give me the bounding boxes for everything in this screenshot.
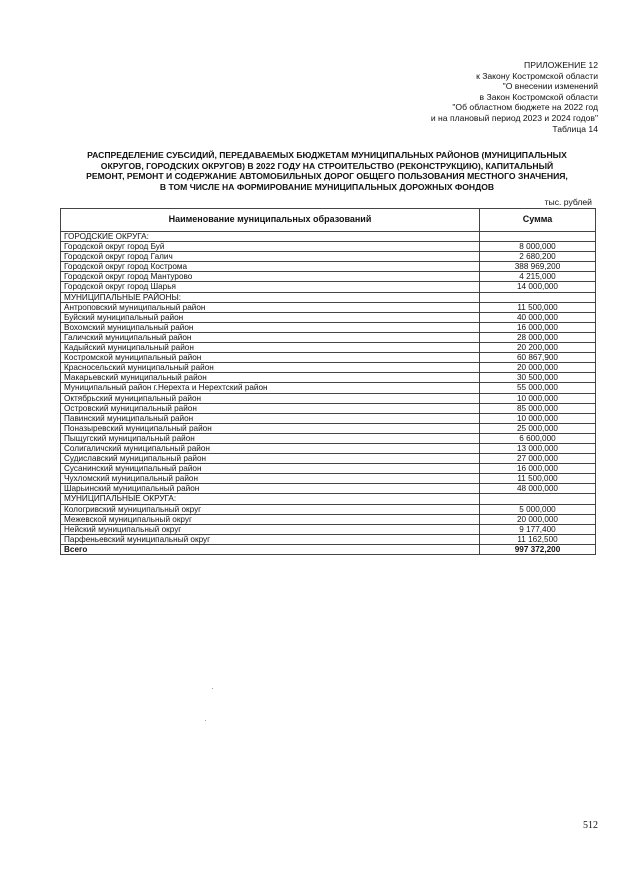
municipality-name: Чухломский муниципальный район	[61, 474, 480, 484]
table-row	[61, 454, 596, 464]
scan-speck	[212, 688, 213, 689]
table-row	[61, 343, 596, 353]
amount-cell	[480, 232, 596, 242]
amount-cell: 10 000,000	[480, 413, 596, 423]
amount-cell: 30 500,000	[480, 373, 596, 383]
amount-cell: 25 000,000	[480, 423, 596, 433]
table-row	[61, 252, 596, 262]
section-title: ГОРОДСКИЕ ОКРУГА:	[61, 232, 480, 242]
amount-cell: 20 000,000	[480, 363, 596, 373]
section-header-row	[61, 232, 596, 242]
amount-cell: 4 215,000	[480, 272, 596, 282]
section-title: МУНИЦИПАЛЬНЫЕ РАЙОНЫ:	[61, 292, 480, 302]
scan-speck	[205, 720, 206, 721]
municipality-name: Буйский муниципальный район	[61, 312, 480, 322]
amount-cell: 9 177,400	[480, 524, 596, 534]
table-row	[61, 322, 596, 332]
table-row	[61, 242, 596, 252]
appendix-line: к Закону Костромской области	[476, 70, 598, 81]
amount-cell: 8 000,000	[480, 242, 596, 252]
municipality-name: Городской округ город Шарья	[61, 282, 480, 292]
municipality-name: Макарьевский муниципальный район	[61, 373, 480, 383]
municipality-name: Антроповский муниципальный район	[61, 302, 480, 312]
municipality-name: Костромской муниципальный район	[61, 353, 480, 363]
appendix-line: и на плановый период 2023 и 2024 годов"	[430, 112, 598, 123]
table-row	[61, 262, 596, 272]
amount-cell: 20 200,000	[480, 343, 596, 353]
header-name: Наименование муниципальных образований	[61, 209, 480, 232]
section-header-row	[61, 292, 596, 302]
table-row	[61, 443, 596, 453]
table-row	[61, 393, 596, 403]
amount-cell	[480, 494, 596, 504]
table-row	[61, 433, 596, 443]
amount-cell: 27 000,000	[480, 454, 596, 464]
table-row	[61, 302, 596, 312]
table-header-row	[61, 209, 596, 232]
municipality-name: Городской округ город Галич	[61, 252, 480, 262]
title-line: РАСПРЕДЕЛЕНИЕ СУБСИДИЙ, ПЕРЕДАВАЕМЫХ БЮДЖЕТАМ МУНИЦИПАЛЬНЫХ РАЙОНОВ (МУНИЦИПАЛЬНЫХ	[87, 150, 567, 160]
total-amount: 997 372,200	[480, 544, 596, 554]
municipality-name: Поназыревский муниципальный район	[61, 423, 480, 433]
municipality-name: Кологривский муниципальный округ	[61, 504, 480, 514]
total-row	[61, 544, 596, 554]
appendix-line: "О внесении изменений	[502, 81, 598, 92]
appendix-line: ПРИЛОЖЕНИЕ 12	[524, 60, 598, 70]
municipality-name: Красносельский муниципальный район	[61, 363, 480, 373]
header-amount: Сумма	[480, 209, 596, 232]
amount-cell: 48 000,000	[480, 484, 596, 494]
amount-cell: 28 000,000	[480, 332, 596, 342]
table-row	[61, 534, 596, 544]
amount-cell: 2 680,200	[480, 252, 596, 262]
table-row	[61, 524, 596, 534]
municipality-name: Городской округ город Мантурово	[61, 272, 480, 282]
municipality-name: Павинский муниципальный район	[61, 413, 480, 423]
municipality-name: Городской округ город Кострома	[61, 262, 480, 272]
amount-cell: 11 162,500	[480, 534, 596, 544]
table-row	[61, 312, 596, 322]
amount-cell: 20 000,000	[480, 514, 596, 524]
amount-cell: 10 000,000	[480, 393, 596, 403]
amount-cell: 388 969,200	[480, 262, 596, 272]
municipality-name: Галичский муниципальный район	[61, 332, 480, 342]
subsidy-table	[60, 208, 596, 555]
municipality-name: Вохомский муниципальный район	[61, 322, 480, 332]
municipality-name: Межевской муниципальный округ	[61, 514, 480, 524]
municipality-name: Солигаличский муниципальный район	[61, 443, 480, 453]
municipality-name: Нейский муниципальный округ	[61, 524, 480, 534]
page-number: 512	[583, 820, 598, 831]
table-row	[61, 373, 596, 383]
municipality-name: Кадыйский муниципальный район	[61, 343, 480, 353]
table-row	[61, 282, 596, 292]
municipality-name: Судиславский муниципальный район	[61, 454, 480, 464]
table-row	[61, 403, 596, 413]
amount-cell: 5 000,000	[480, 504, 596, 514]
title-line: РЕМОНТ, РЕМОНТ И СОДЕРЖАНИЕ АВТОМОБИЛЬНЫХ ДОРОГ ОБЩЕГО ПОЛЬЗОВАНИЯ МЕСТНОГО ЗНАЧЕНИЯ,	[86, 171, 568, 182]
table-number: Таблица 14	[552, 123, 598, 134]
amount-cell	[480, 292, 596, 302]
municipality-name: Муниципальный район г.Нерехта и Нерехтский район	[61, 383, 480, 393]
amount-cell: 55 000,000	[480, 383, 596, 393]
municipality-name: Пыщугский муниципальный район	[61, 433, 480, 443]
table-row	[61, 514, 596, 524]
amount-cell: 40 000,000	[480, 312, 596, 322]
table-row	[61, 464, 596, 474]
table-row	[61, 353, 596, 363]
amount-cell: 85 000,000	[480, 403, 596, 413]
appendix-line: в Закон Костромской области	[479, 91, 598, 102]
appendix-line: "Об областном бюджете на 2022 год	[452, 102, 598, 113]
section-header-row	[61, 494, 596, 504]
unit-label: тыс. рублей	[544, 197, 592, 207]
municipality-name: Городской округ город Буй	[61, 242, 480, 252]
table-row	[61, 363, 596, 373]
municipality-name: Октябрьский муниципальный район	[61, 393, 480, 403]
title-line: ОКРУГОВ, ГОРОДСКИХ ОКРУГОВ) В 2022 ГОДУ НА СТРОИТЕЛЬСТВО (РЕКОНСТРУКЦИЮ), КАПИТАЛЬНЫЙ	[100, 160, 554, 171]
table-row	[61, 423, 596, 433]
amount-cell: 16 000,000	[480, 322, 596, 332]
title-line: В ТОМ ЧИСЛЕ НА ФОРМИРОВАНИЕ МУНИЦИПАЛЬНЫХ ДОРОЖНЫХ ФОНДОВ	[159, 181, 495, 192]
amount-cell: 16 000,000	[480, 464, 596, 474]
document-title	[60, 150, 594, 192]
table-body	[61, 232, 596, 555]
table-row	[61, 504, 596, 514]
municipality-name: Островский муниципальный район	[61, 403, 480, 413]
amount-cell: 11 500,000	[480, 474, 596, 484]
table-row	[61, 474, 596, 484]
municipality-name: Сусанинский муниципальный район	[61, 464, 480, 474]
appendix-header	[298, 60, 598, 134]
table-row	[61, 413, 596, 423]
amount-cell: 60 867,900	[480, 353, 596, 363]
table-row	[61, 484, 596, 494]
municipality-name: Шарьинский муниципальный район	[61, 484, 480, 494]
table-row	[61, 332, 596, 342]
amount-cell: 13 000,000	[480, 443, 596, 453]
total-label: Всего	[61, 544, 480, 554]
amount-cell: 14 000,000	[480, 282, 596, 292]
table-row	[61, 272, 596, 282]
amount-cell: 11 500,000	[480, 302, 596, 312]
amount-cell: 6 600,000	[480, 433, 596, 443]
table-row	[61, 383, 596, 393]
section-title: МУНИЦИПАЛЬНЫЕ ОКРУГА:	[61, 494, 480, 504]
municipality-name: Парфеньевский муниципальный округ	[61, 534, 480, 544]
